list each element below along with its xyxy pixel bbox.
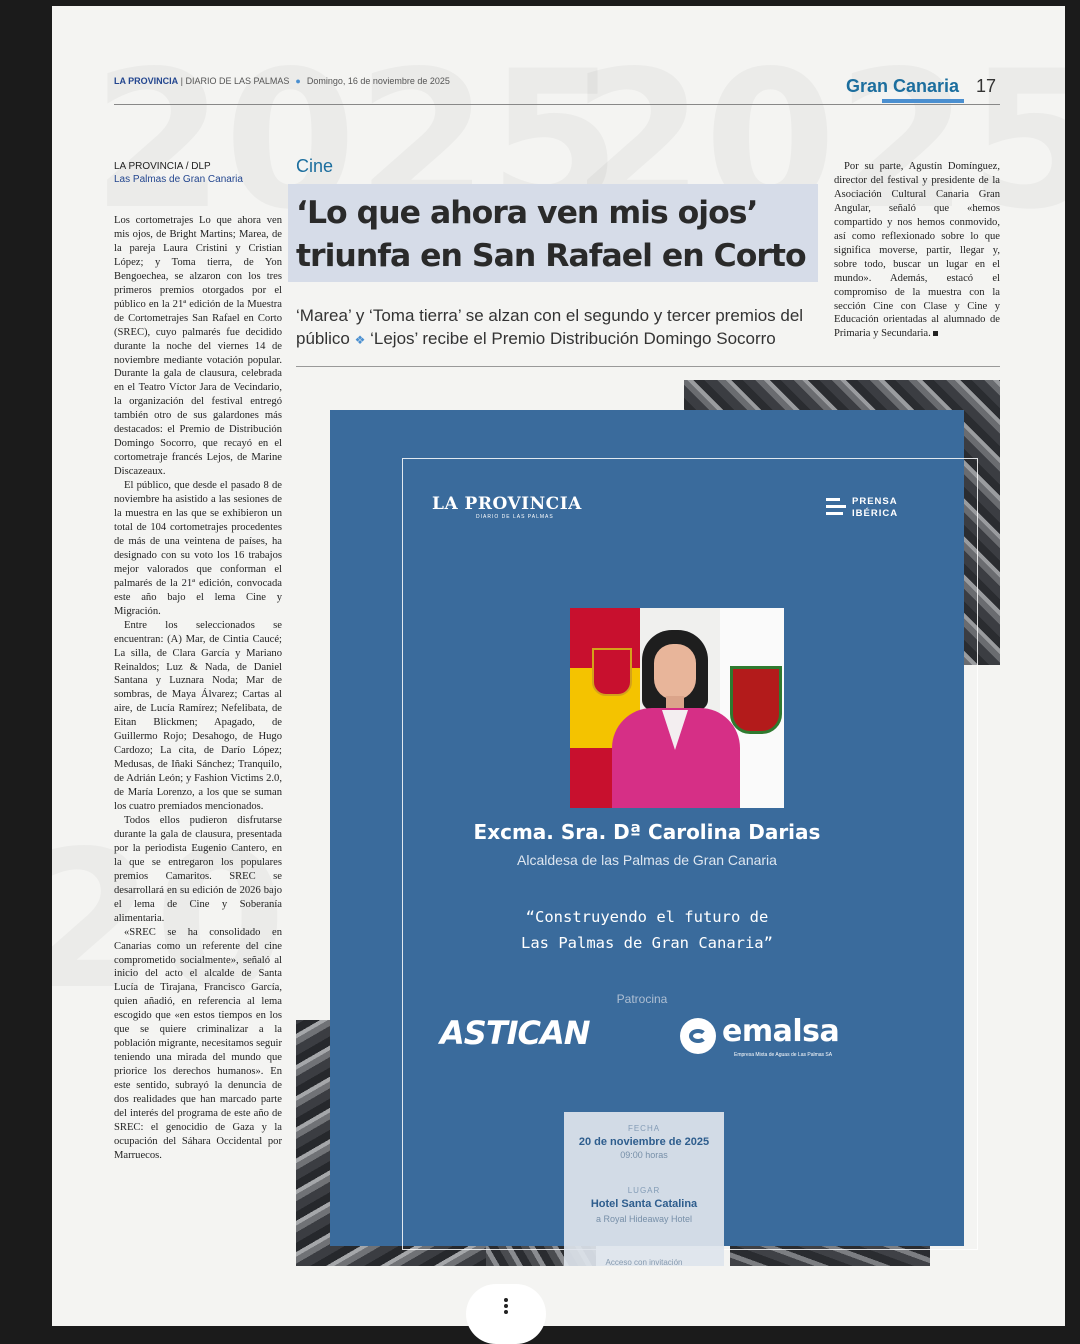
speaker-name: Excma. Sra. Dª Carolina Darias — [473, 820, 821, 844]
la-provincia-logo: LA PROVINCIA — [432, 494, 582, 514]
la-provincia-logo-sub: DIARIO DE LAS PALMAS — [476, 514, 554, 520]
event-date: 20 de noviembre de 2025 — [578, 1136, 710, 1148]
paragraph: El público, que desde el pasado 8 de noviembre ha asistido a las sesiones de la muestra en las que se exhibieron un total de 104 cortometrajes procedentes de más de una veintena de países, ha designado con su voto los 16 trabajos mejor valorados que conforman el palmarés de la 21ª edición, convocada este año bajo el lema Cine y Migración. — [114, 480, 282, 617]
header-divider — [114, 104, 1000, 105]
paragraph: Todos ellos pudieron disfrutarse durante la gala de clausura, presentada por la periodista Eugenio Cantero, en la que se entregaron los populares premios Camaritos. SREC se desarrollará en su edición de 2026 bajo el lema de Cine y Soberanía alimentaria. — [114, 814, 282, 924]
event-info-box — [564, 1112, 724, 1266]
article-kicker: Cine — [296, 156, 334, 176]
emalsa-icon — [680, 1018, 716, 1054]
place-label: LUGAR — [627, 1186, 661, 1195]
astican-logo: ASTICAN — [440, 1014, 590, 1052]
event-quote: “Construyendo el futuro de Las Palmas de Gran Canaria” — [521, 908, 773, 952]
issue-date: Domingo, 16 de noviembre de 2025 — [306, 76, 450, 86]
paragraph: «SREC se ha consolidado en Canarias como un referente del cine comprometido socialmente», señaló al inicio del acto el alcalde de Santa Lucía de Tirajana, Francisco García, quien añadió, en referencia al lema escogido que «en estos tiempos en los que se quiere criminalizar a la población migrante, necesitamos seguir teniendo una mirada del mundo que priorice los derechos humanos». En este sentido, subrayó la denuncia de dos realidades que han marcado parte del interés del programa de este año de SREC: el genocidio de Gaza y la ocupación del Sáhara Occidental por Marruecos. — [114, 926, 282, 1161]
article-divider — [296, 366, 1000, 367]
right-column — [834, 160, 1000, 341]
event-time: 09:00 horas — [620, 1150, 668, 1160]
more-options-button[interactable] — [466, 1284, 546, 1344]
page-header: LA PROVINCIA | DIARIO DE LAS PALMAS ● Domingo, 16 de noviembre de 2025 — [114, 76, 450, 86]
byline-location: Las Palmas de Gran Canaria — [114, 174, 243, 185]
headline-box — [288, 184, 818, 282]
paper-name: DIARIO DE LAS PALMAS — [185, 76, 290, 86]
masthead: LA PROVINCIA — [114, 76, 179, 86]
paragraph: Los cortometrajes Lo que ahora ven mis ojos, de Bright Martins; Marea, de la pareja Laura Cristini y Cristian López; y Toma tierra, de Yon Bengoechea, se alzaron con los tres primeros premios otorgados por el público en la 21ª edición de la Muestra de Cortometrajes San Rafael en Corto (SREC), cuyo palmarés fue decidido durante la noche del viernes 14 de noviembre mediante votación popular. Durante la gala de clausura, celebrada en el Teatro Víctor Jara de Vecindario, la organización del festival entregó también otro de sus galardones más destacados: el Premio de Distribución Domingo Socorro, que recayó en el cortometraje francés Lejos, de Marine Discazeaux. — [114, 215, 282, 478]
byline-agency: LA PROVINCIA / DLP — [114, 161, 211, 172]
speaker-role: Alcaldesa de las Palmas de Gran Canaria — [517, 852, 777, 868]
event-advertisement — [296, 380, 1000, 1266]
prensa-iberica-icon — [826, 498, 846, 516]
access-note: Acceso con invitación — [605, 1258, 683, 1266]
sponsor-label: Patrocina — [616, 992, 668, 1006]
date-label: FECHA — [627, 1124, 661, 1133]
paragraph: Entre los seleccionados se encuentran: (A) Mar, de Cintia Caucé; La silla, de Clara García y Mariano Reinaldos; Luz & Nada, de Daniel Santana y Luznara Noda; Mar de sombras, de Maya Álvarez; Cartas al aire, de Lucía Ramírez; Nefelibata, de Eitan Blickmen; Apagado, de Guillermo Rojo; Desahogo, de Hugo Cardozo; La cita, de Darío López; Medusas, de Iñaki Sánchez; Tranquilo, de Adrián León; y Fashion Victims 2.0, de María Lorenzo, a los que se suman los cuatro premiados mencionados. — [114, 619, 282, 813]
spain-crest — [592, 648, 632, 696]
subhead-part-2: ‘Lejos’ recibe el Premio Distribución Domingo Socorro — [370, 329, 776, 348]
end-mark-icon — [933, 331, 938, 336]
city-crest — [730, 666, 782, 734]
subhead-part-1: ‘Marea’ y ‘Toma tierra’ se alzan con el segundo y tercer premios del público — [296, 306, 804, 348]
left-column — [114, 214, 282, 1163]
ad-panel: LA PROVINCIA DIARIO DE LAS PALMAS PRENSA IBÉRICA Excma. Sra. Dª Carolina Darias Alcaldesa de las Palmas de Gran Canaria “Construyendo el futuro de Las Palmas de Gran Canaria” Patrocina ASTICAN emalsa Empresa Mixta de Aguas de Las Palmas SA FECHA 20 de noviembre de 2025 09:00 horas LUGAR Hotel Santa Catalina a Royal Hideaway Hotel Acceso con invitación — [330, 410, 964, 1246]
byline — [114, 160, 243, 186]
section-underline — [882, 99, 964, 103]
headline: ‘Lo que ahora ven mis ojos’ triunfa en San Rafael en Corto — [296, 195, 806, 274]
portrait-photo — [570, 608, 784, 808]
dot-icon: ● — [295, 76, 301, 86]
subheadline — [296, 304, 816, 352]
diamond-icon: ❖ — [354, 333, 366, 347]
event-place-sub: a Royal Hideaway Hotel — [595, 1214, 693, 1224]
section-title: Gran Canaria — [846, 76, 960, 96]
event-place: Hotel Santa Catalina — [590, 1198, 698, 1210]
newspaper-page — [52, 6, 1065, 1326]
paragraph: Por su parte, Agustín Domínguez, director del festival y presidente de la Asociación Cultural Canaria Gran Angular, señaló que «hemos compartido y nos hemos conmovido, así como reflexionado sobre lo que significa moverse, partir, llegar y, sobre todo, buscar un lugar en el mundo». Además, estacó el compromiso de la muestra con la sección Cine con Clase y Cine y Educación orientadas al alumnado de Primaria y Secundaria. — [834, 161, 1000, 340]
page-number: 17 — [976, 76, 997, 96]
